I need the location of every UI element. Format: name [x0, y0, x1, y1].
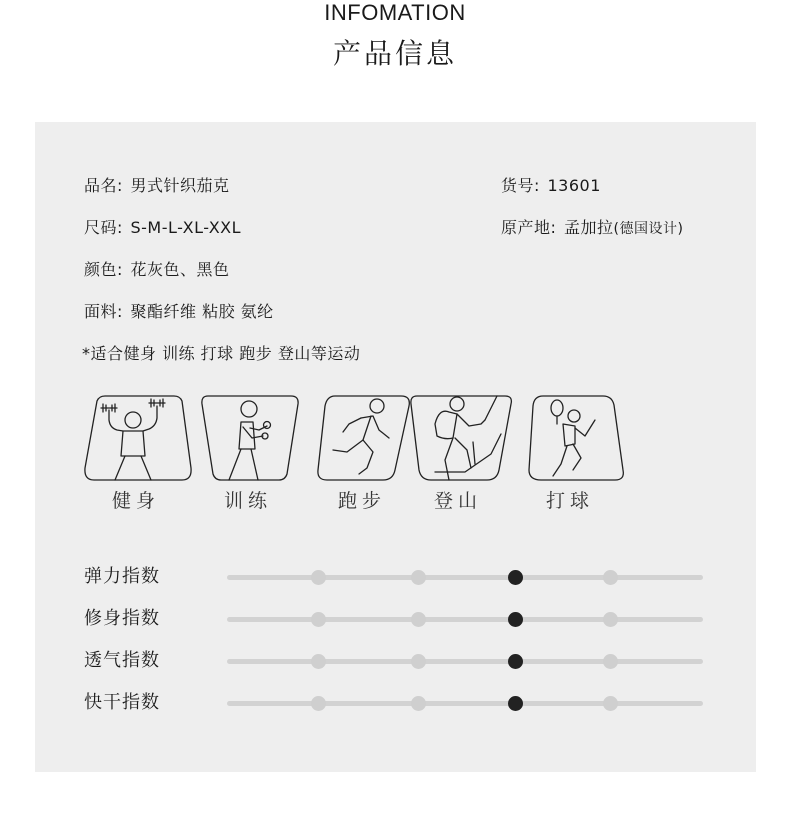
indicator-dot — [311, 696, 326, 711]
product-name-label: 品名: — [84, 176, 123, 195]
sport-label: 打球 — [545, 490, 594, 512]
indicator-label: 修身指数 — [84, 608, 160, 629]
indicator-track — [227, 701, 703, 706]
indicator-breathability — [84, 650, 724, 672]
size-row — [84, 218, 241, 238]
sport-training — [195, 394, 301, 514]
indicator-label: 透气指数 — [84, 650, 160, 671]
indicator-dot — [311, 654, 326, 669]
indicator-dot — [603, 696, 618, 711]
indicator-label: 快干指数 — [84, 692, 160, 713]
sport-label: 登山 — [433, 490, 482, 512]
color-label: 颜色: — [84, 260, 123, 279]
sport-label: 跑步 — [337, 490, 386, 512]
article-number-row — [501, 176, 601, 196]
indicator-dot — [411, 696, 426, 711]
indicator-track — [227, 617, 703, 622]
hiking-icon — [405, 394, 517, 486]
indicator-label: 弹力指数 — [84, 566, 160, 587]
origin-row — [501, 218, 683, 239]
indicator-dot — [411, 654, 426, 669]
fabric-label: 面料: — [84, 302, 123, 321]
indicator-dot — [411, 570, 426, 585]
indicator-track — [227, 575, 703, 580]
size-label: 尺码: — [84, 218, 123, 237]
article-number-label: 货号: — [501, 176, 540, 195]
origin-value: 孟加拉 — [564, 218, 614, 237]
color-row — [84, 260, 230, 280]
product-name-value: 男式针织茄克 — [130, 176, 230, 195]
fabric-row — [84, 302, 274, 322]
sport-badminton — [517, 394, 623, 514]
indicator-elasticity — [84, 566, 724, 588]
indicator-dot-active — [508, 612, 523, 627]
indicator-dot — [603, 612, 618, 627]
running-icon — [309, 394, 419, 486]
sport-label: 训练 — [223, 490, 272, 512]
sport-hiking — [405, 394, 511, 514]
indicator-dot — [311, 570, 326, 585]
indicator-dot — [311, 612, 326, 627]
origin-note: (德国设计) — [613, 221, 684, 237]
indicator-dot-active — [508, 570, 523, 585]
badminton-icon — [517, 394, 627, 486]
indicator-dot — [411, 612, 426, 627]
title-english: INFOMATION — [324, 0, 466, 25]
indicator-track — [227, 659, 703, 664]
product-info-panel — [35, 122, 756, 772]
sport-label: 健身 — [111, 490, 160, 512]
indicator-dot-active — [508, 654, 523, 669]
boxing-icon — [195, 394, 305, 486]
size-value: S-M-L-XL-XXL — [130, 218, 242, 237]
indicator-dot — [603, 570, 618, 585]
fitness-icon — [83, 394, 193, 486]
indicator-dot-active — [508, 696, 523, 711]
indicator-slim-fit — [84, 608, 724, 630]
product-name-row — [84, 176, 230, 196]
article-number-value: 13601 — [547, 176, 601, 195]
fabric-value: 聚酯纤维 粘胶 氨纶 — [130, 302, 274, 321]
origin-label: 原产地: — [501, 218, 557, 237]
indicator-dot — [603, 654, 618, 669]
sport-running — [309, 394, 415, 514]
title-chinese: 产品信息 — [332, 37, 457, 70]
sport-fitness — [83, 394, 189, 514]
color-value: 花灰色、黑色 — [130, 260, 230, 279]
indicator-quick-dry — [84, 692, 724, 714]
sports-icons-row — [83, 394, 643, 514]
suitable-activities-note: *适合健身 训练 打球 跑步 登山等运动 — [82, 344, 361, 363]
